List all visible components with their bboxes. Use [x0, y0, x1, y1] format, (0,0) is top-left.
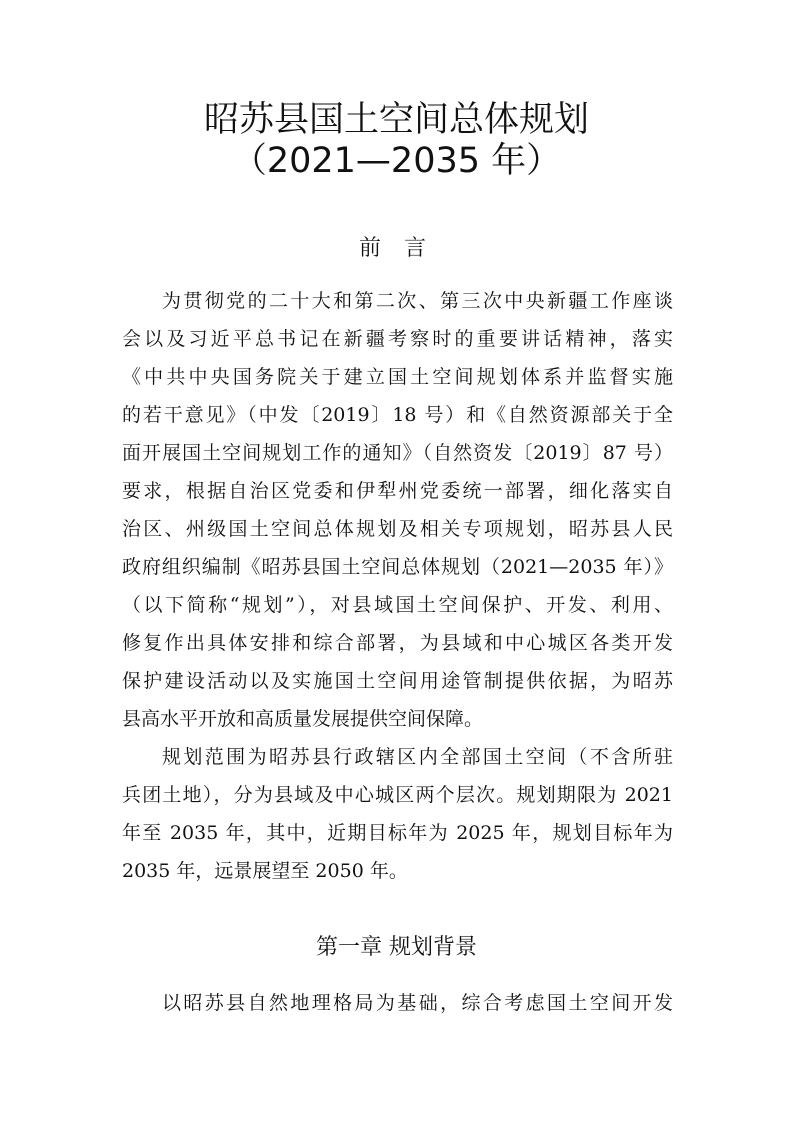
paragraph-line: 县高水平开放和高质量发展提供空间保障。: [122, 708, 484, 730]
paragraph-line: 年至 2035 年，其中，近期目标年为 2025 年，规划目标年为: [122, 822, 673, 844]
paragraph-line: 2035 年，远景展望至 2050 年。: [122, 860, 408, 882]
paragraph-line: 治区、州级国土空间总体规划及相关专项规划，昭苏县人民: [122, 518, 673, 540]
paragraph-line: 要求，根据自治区党委和伊犁州党委统一部署，细化落实自: [122, 480, 673, 502]
document-title: 昭苏县国土空间总体规划: [203, 100, 589, 140]
document-period: （2021—2035 年）: [231, 141, 562, 181]
paragraph-line: 《中共中央国务院关于建立国土空间规划体系并监督实施: [122, 366, 673, 388]
preface-heading: 前 言: [359, 236, 434, 261]
paragraph-line: 面开展国土空间规划工作的通知》（自然资发〔2019〕87 号）: [122, 442, 673, 464]
paragraph-line: （以下简称“规划”），对县域国土空间保护、开发、利用、: [122, 594, 673, 616]
paragraph-line: 会以及习近平总书记在新疆考察时的重要讲话精神，落实: [122, 328, 673, 350]
paragraph-line: 的若干意见》（中发〔2019〕18 号）和《自然资源部关于全: [122, 404, 673, 426]
paragraph-line: 以昭苏县自然地理格局为基础，综合考虑国土空间开发: [162, 992, 673, 1014]
chapter-heading: 第一章 规划背景: [316, 935, 477, 960]
paragraph-line: 兵团土地），分为县域及中心城区两个层次。规划期限为 2021: [122, 784, 673, 806]
paragraph-line: 规划范围为昭苏县行政辖区内全部国土空间（不含所驻: [162, 746, 673, 768]
paragraph-line: 修复作出具体安排和综合部署，为县域和中心城区各类开发: [122, 632, 673, 654]
paragraph-line: 政府组织编制《昭苏县国土空间总体规划（2021—2035 年）》: [122, 556, 673, 578]
paragraph-line: 保护建设活动以及实施国土空间用途管制提供依据，为昭苏: [122, 670, 673, 692]
paragraph-line: 为贯彻党的二十大和第二次、第三次中央新疆工作座谈: [162, 290, 673, 312]
